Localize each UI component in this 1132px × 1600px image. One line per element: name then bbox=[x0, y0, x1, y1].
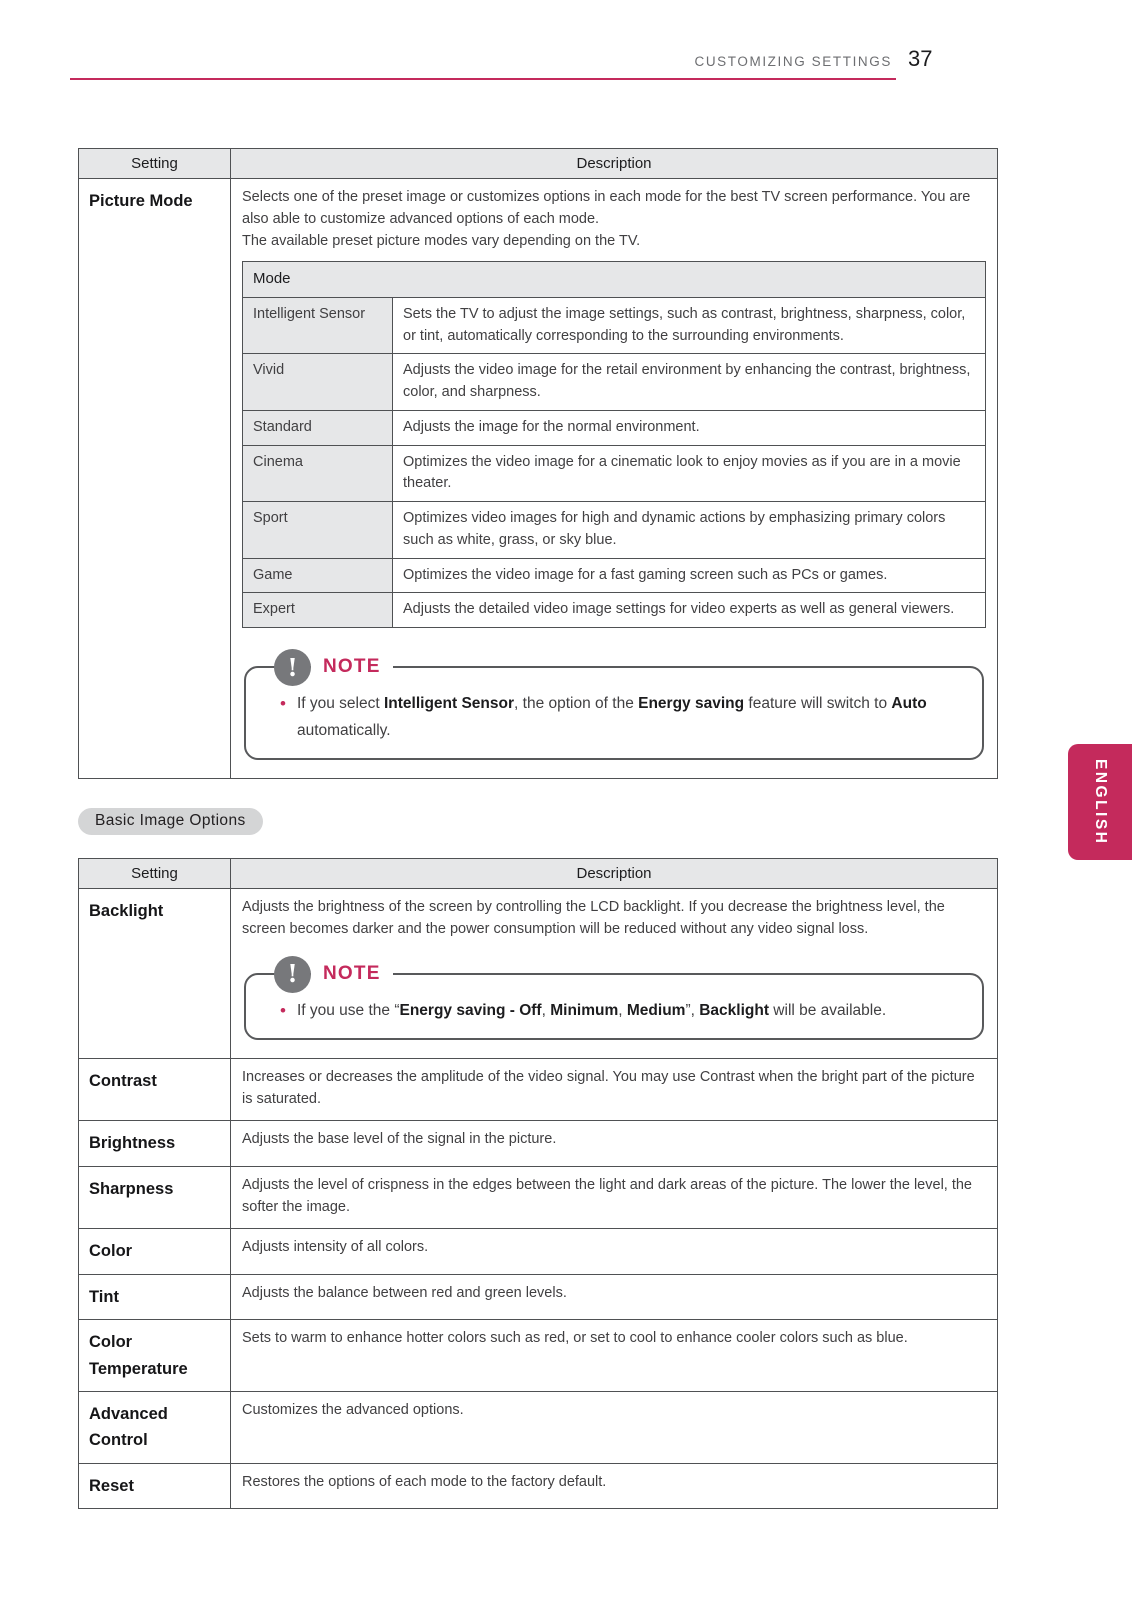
mode-table-header: Mode bbox=[243, 262, 986, 298]
picture-mode-description-cell bbox=[231, 179, 998, 779]
note-bullet bbox=[266, 690, 964, 744]
setting-label-backlight: Backlight bbox=[79, 889, 231, 1059]
note-exclamation-icon: ! bbox=[274, 956, 311, 993]
mode-description: Sets the TV to adjust the image settings, such as contrast, brightness, sharpness, color, or tint, automatically corresponding to the surrounding environments. bbox=[393, 297, 986, 354]
bullet-dot-icon bbox=[280, 690, 286, 744]
mode-description: Optimizes the video image for a cinematic look to enjoy movies as if you are in a movie theater. bbox=[393, 445, 986, 502]
setting-label: Advanced Control bbox=[79, 1391, 231, 1463]
table-row bbox=[79, 1058, 998, 1121]
header-rule bbox=[70, 78, 896, 80]
note-label: NOTE bbox=[311, 650, 393, 684]
note-exclamation-icon: ! bbox=[274, 649, 311, 686]
setting-label: Contrast bbox=[79, 1058, 231, 1121]
note-header bbox=[274, 649, 393, 686]
picture-mode-table bbox=[78, 148, 998, 779]
table-row bbox=[79, 889, 998, 1059]
description-paragraph: The available preset picture modes vary depending on the TV. bbox=[242, 232, 641, 249]
column-header-setting: Setting bbox=[79, 859, 231, 889]
setting-description: Sets to warm to enhance hotter colors such as red, or set to cool to enhance cooler colors such as blue. bbox=[231, 1320, 998, 1392]
note-header bbox=[274, 956, 393, 993]
setting-label: Reset bbox=[79, 1463, 231, 1508]
description-paragraph: Adjusts the brightness of the screen by controlling the LCD backlight. If you decrease the brightness level, the screen becomes darker and the power consumption will be reduced without any video signal loss. bbox=[242, 899, 945, 937]
mode-name: Standard bbox=[243, 410, 393, 445]
language-tab-english bbox=[1068, 744, 1132, 860]
mode-description: Optimizes video images for high and dynamic actions by emphasizing primary colors such as white, grass, or sky blue. bbox=[393, 502, 986, 559]
bullet-dot-icon bbox=[280, 997, 286, 1024]
table-row bbox=[79, 1166, 998, 1229]
mode-description: Adjusts the video image for the retail environment by enhancing the contrast, brightness, color, and sharpness. bbox=[393, 354, 986, 411]
page-header bbox=[78, 46, 942, 76]
table-row bbox=[243, 445, 986, 502]
column-header-description: Description bbox=[231, 149, 998, 179]
mode-description: Optimizes the video image for a fast gaming screen such as PCs or games. bbox=[393, 558, 986, 593]
mode-description: Adjusts the image for the normal environment. bbox=[393, 410, 986, 445]
setting-description: Adjusts intensity of all colors. bbox=[231, 1229, 998, 1274]
table-row bbox=[79, 1391, 998, 1463]
setting-label: Brightness bbox=[79, 1121, 231, 1166]
table-row bbox=[243, 297, 986, 354]
mode-table bbox=[242, 261, 986, 628]
table-row bbox=[243, 558, 986, 593]
mode-name: Game bbox=[243, 558, 393, 593]
table-header-row bbox=[79, 859, 998, 889]
mode-name: Intelligent Sensor bbox=[243, 297, 393, 354]
setting-description: Restores the options of each mode to the factory default. bbox=[231, 1463, 998, 1508]
mode-name: Sport bbox=[243, 502, 393, 559]
mode-description: Adjusts the detailed video image settings for video experts as well as general viewers. bbox=[393, 593, 986, 628]
backlight-description-cell bbox=[231, 889, 998, 1059]
column-header-setting: Setting bbox=[79, 149, 231, 179]
table-row bbox=[79, 1463, 998, 1508]
setting-label-picture-mode: Picture Mode bbox=[79, 179, 231, 779]
basic-image-options-badge: Basic Image Options bbox=[78, 808, 263, 835]
mode-name: Expert bbox=[243, 593, 393, 628]
setting-description: Adjusts the balance between red and green levels. bbox=[231, 1274, 998, 1319]
mode-name: Vivid bbox=[243, 354, 393, 411]
table-row bbox=[79, 1229, 998, 1274]
table-row bbox=[79, 1274, 998, 1319]
setting-description: Customizes the advanced options. bbox=[231, 1391, 998, 1463]
page-number: 37 bbox=[908, 46, 933, 71]
note-text: If you select Intelligent Sensor, the option of the Energy saving feature will switch to Auto automatically. bbox=[296, 695, 927, 740]
setting-label: Sharpness bbox=[79, 1166, 231, 1229]
table-row bbox=[79, 1121, 998, 1166]
note-text: If you use the “Energy saving - Off, Minimum, Medium”, Backlight will be available. bbox=[296, 1001, 887, 1019]
setting-description: Adjusts the base level of the signal in the picture. bbox=[231, 1121, 998, 1166]
setting-description: Increases or decreases the amplitude of the video signal. You may use Contrast when the bright part of the picture is saturated. bbox=[231, 1058, 998, 1121]
column-header-description: Description bbox=[231, 859, 998, 889]
note-label: NOTE bbox=[311, 957, 393, 991]
setting-label: Color Temperature bbox=[79, 1320, 231, 1392]
note-box bbox=[244, 652, 984, 760]
table-row bbox=[79, 1320, 998, 1392]
note-box bbox=[244, 959, 984, 1040]
section-title: CUSTOMIZING SETTINGS bbox=[694, 54, 892, 69]
basic-image-options-table bbox=[78, 858, 998, 1509]
setting-label: Color bbox=[79, 1229, 231, 1274]
table-row bbox=[243, 354, 986, 411]
table-header-row bbox=[79, 149, 998, 179]
mode-name: Cinema bbox=[243, 445, 393, 502]
table-row bbox=[243, 593, 986, 628]
note-bullet bbox=[266, 997, 964, 1024]
setting-label: Tint bbox=[79, 1274, 231, 1319]
table-row bbox=[243, 410, 986, 445]
table-row bbox=[79, 179, 998, 779]
description-paragraph: Selects one of the preset image or customizes options in each mode for the best TV screen performance. You are also able to customize advanced options of each mode. bbox=[242, 189, 971, 227]
setting-description: Adjusts the level of crispness in the edges between the light and dark areas of the picture. The lower the level, the softer the image. bbox=[231, 1166, 998, 1229]
mode-header-row bbox=[243, 262, 986, 298]
language-tab-label: ENGLISH bbox=[1092, 758, 1109, 846]
table-row bbox=[243, 502, 986, 559]
